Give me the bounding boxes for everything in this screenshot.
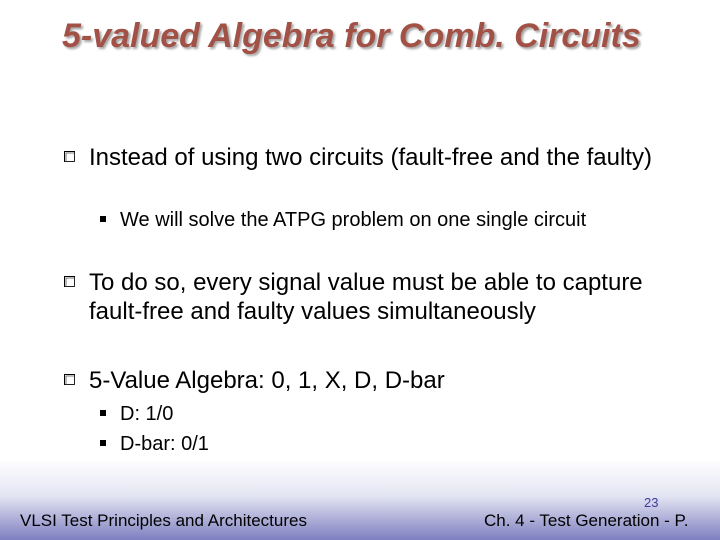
bullet-1-text: Instead of using two circuits (fault-free and the faulty): [89, 144, 652, 171]
hollow-square-icon: [64, 276, 75, 287]
footer-chapter: Ch. 4 - Test Generation - P.: [484, 511, 689, 530]
bullet-3-text: 5-Value Algebra: 0, 1, X, D, D-bar: [89, 367, 445, 394]
sub-bullet-3-2-text: D-bar: 0/1: [120, 433, 209, 455]
hollow-square-icon: [64, 151, 75, 162]
bullet-3: [64, 366, 684, 395]
slide-title: 5-valued Algebra for Comb. Circuits: [62, 17, 641, 55]
filled-square-icon: [100, 216, 106, 222]
bullet-1: [64, 143, 684, 172]
page-number: 23: [644, 495, 659, 510]
hollow-square-icon: [64, 374, 75, 385]
sub-bullet-3-2: [100, 432, 660, 456]
bullet-2-text: To do so, every signal value must be able to capture fault-free and faulty values simultaneously: [89, 269, 643, 325]
sub-bullet-3-1-text: D: 1/0: [120, 403, 174, 425]
footer-book-title: VLSI Test Principles and Architectures: [20, 511, 307, 530]
sub-bullet-1-1-text: We will solve the ATPG problem on one single circuit: [120, 209, 587, 231]
sub-bullet-3-1: [100, 402, 660, 426]
bullet-2: [64, 268, 684, 326]
sub-bullet-1-1: [100, 208, 660, 232]
filled-square-icon: [100, 440, 106, 446]
filled-square-icon: [100, 410, 106, 416]
